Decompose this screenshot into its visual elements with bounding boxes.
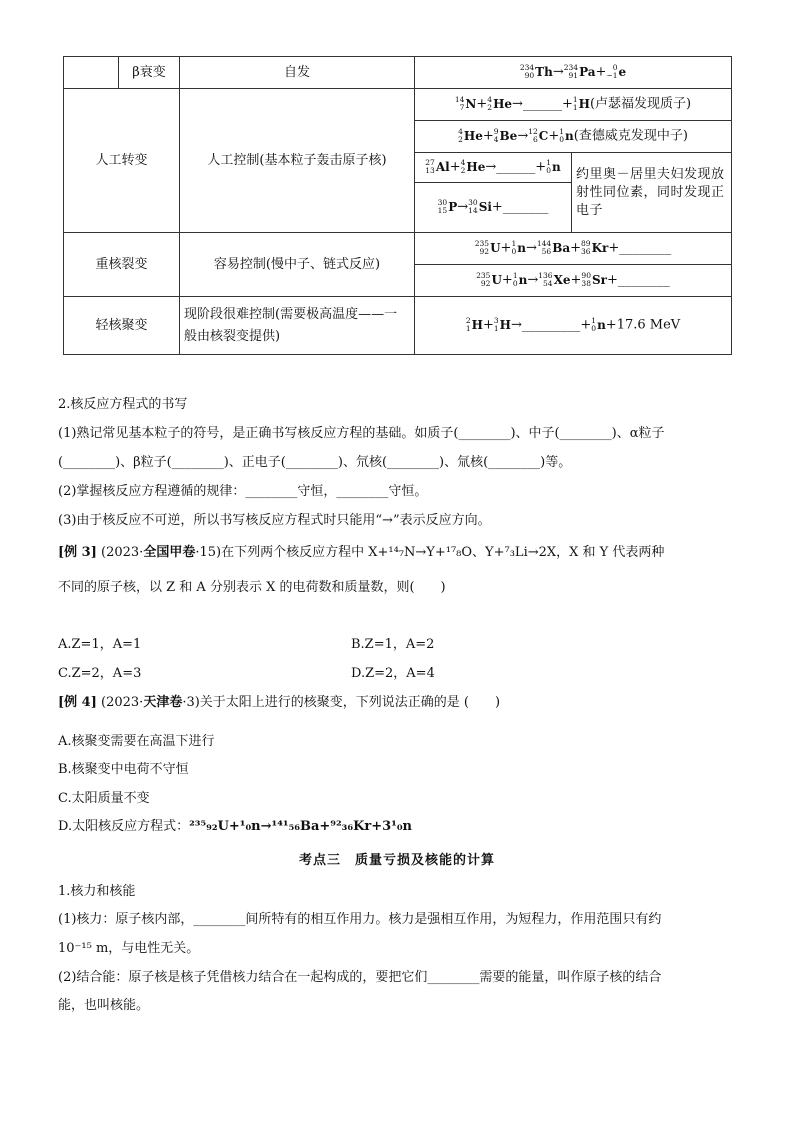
fission-label: 重核裂变 xyxy=(64,233,180,297)
ex4-option-b[interactable]: B.核聚变中电荷不守恒 xyxy=(58,762,189,777)
sec3-p2a: (2)结合能：原子核是核子凭借核力结合在一起构成的，要把它们________需要的能量，叫作原子核的结合 xyxy=(58,970,662,985)
artificial-equation-3: 27 13 Al + 4 2 He →______+ 1 0 n xyxy=(415,153,572,183)
artificial-equation-4: 30 15 P → 30 14 Si +_______ xyxy=(415,183,572,233)
beta-blank-cell xyxy=(64,57,119,89)
ex3-line1 xyxy=(58,544,664,562)
ex4-option-c[interactable]: C.太阳质量不变 xyxy=(58,791,150,806)
fusion-equation: 2 1 H + 3 1 H →_________+ 1 0 n +17.6 MeV xyxy=(415,297,732,355)
ex4-option-d-text: D.太阳核反应方程式： xyxy=(58,819,190,834)
ex4-option-d[interactable] xyxy=(58,815,412,834)
sec3-p1a: (1)核力：原子核内部，________间所特有的相互作用力。核力是强相互作用，为短程力，作用范围只有约 xyxy=(58,912,662,927)
fission-equation-2: 235 92 U + 1 0 n → 136 54 Xe + 90 38 Sr +________ xyxy=(415,265,732,297)
ex3-option-d[interactable]: D.Z=2，A=4 xyxy=(351,666,435,681)
sec3-p1b: 10⁻¹⁵ m，与电性无关。 xyxy=(58,941,200,956)
ex3-tag: [例 3] xyxy=(58,545,97,560)
ex4-option-a[interactable]: A.核聚变需要在高温下进行 xyxy=(58,734,215,749)
beta-equation: 234 90 Th → 234 91 Pa + 0 −1 e xyxy=(415,57,732,89)
ex3-source-pre: (2023· xyxy=(101,545,144,560)
table-row-fusion xyxy=(64,297,732,355)
curie-side-note: 约里奥－居里夫妇发现放射性同位素，同时发现正电子 xyxy=(572,153,732,233)
table-row-artificial-1 xyxy=(64,89,732,121)
ex4-source-post: ·3)关于太阳上进行的核聚变，下列说法正确的是 ( ) xyxy=(182,695,501,710)
fusion-label: 轻核聚变 xyxy=(64,297,180,355)
ex3-source-post: ·15)在下列两个核反应方程中 xyxy=(195,545,365,560)
sec2-heading: 2.核反应方程式的书写 xyxy=(58,397,188,412)
artificial-control: 人工控制(基本粒子轰击原子核) xyxy=(180,89,415,233)
ex4-option-d-equation: ²³⁵₉₂U+¹₀n→¹⁴¹₅₆Ba+⁹²₃₆Kr+3¹₀n xyxy=(189,819,412,834)
sec2-p2: (2)掌握核反应方程遵循的规律：________守恒，________守恒。 xyxy=(58,484,428,499)
fusion-control: 现阶段很难控制(需要极高温度——一般由核裂变提供) xyxy=(180,297,415,355)
sec2-p1b: (________)、β粒子(________)、正电子(________)、氘核(________)、氚核(________)等。 xyxy=(58,455,572,470)
artificial-equation-1: 14 7 N + 4 2 He →______+ 1 1 H (卢瑟福发现质子) xyxy=(415,89,732,121)
ex4-source-bold: 天津卷 xyxy=(143,695,183,710)
beta-control: 自发 xyxy=(180,57,415,89)
table-row-beta xyxy=(64,57,732,89)
sec3-p2b: 能，也叫核能。 xyxy=(58,998,150,1013)
artificial-label: 人工转变 xyxy=(64,89,180,233)
ex3-option-c[interactable]: C.Z=2，A=3 xyxy=(58,666,142,681)
ex4-tag: [例 4] xyxy=(58,695,97,710)
ex3-line2: 不同的原子核，以 Z 和 A 分别表示 X 的电荷数和质量数，则( ) xyxy=(58,580,446,595)
sec2-p3: (3)由于核反应不可逆，所以书写核反应方程式时只能用“→”表示反应方向。 xyxy=(58,513,491,528)
sec3-title: 考点三 质量亏损及核能的计算 xyxy=(298,853,495,868)
artificial-equation-2: 4 2 He + 9 4 Be → 12 6 C + 1 0 n (查德威克发现中子) xyxy=(415,121,732,153)
sec3-heading: 1.核力和核能 xyxy=(58,884,136,899)
fission-equation-1: 235 92 U + 1 0 n → 144 56 Ba + 89 36 Kr +________ xyxy=(415,233,732,265)
sec2-p1a: (1)熟记常见基本粒子的符号，是正确书写核反应方程的基础。如质子(________)、中子(________)、α粒子 xyxy=(58,426,665,441)
fission-control: 容易控制(慢中子、链式反应) xyxy=(180,233,415,297)
ex3-option-a[interactable]: A.Z=1，A=1 xyxy=(58,637,142,652)
ex4-line1 xyxy=(58,694,500,712)
nuclear-reaction-table xyxy=(63,56,732,355)
ex3-equation: X+¹⁴₇N→Y+¹⁷₈O、Y+⁷₃Li→2X，X 和 Y 代表两种 xyxy=(368,545,665,560)
table-row-fission-1 xyxy=(64,233,732,265)
ex3-source-bold: 全国甲卷 xyxy=(143,545,196,560)
ex4-source-pre: (2023· xyxy=(101,695,144,710)
beta-label: β衰变 xyxy=(119,57,180,89)
ex3-option-b[interactable]: B.Z=1，A=2 xyxy=(351,637,435,652)
